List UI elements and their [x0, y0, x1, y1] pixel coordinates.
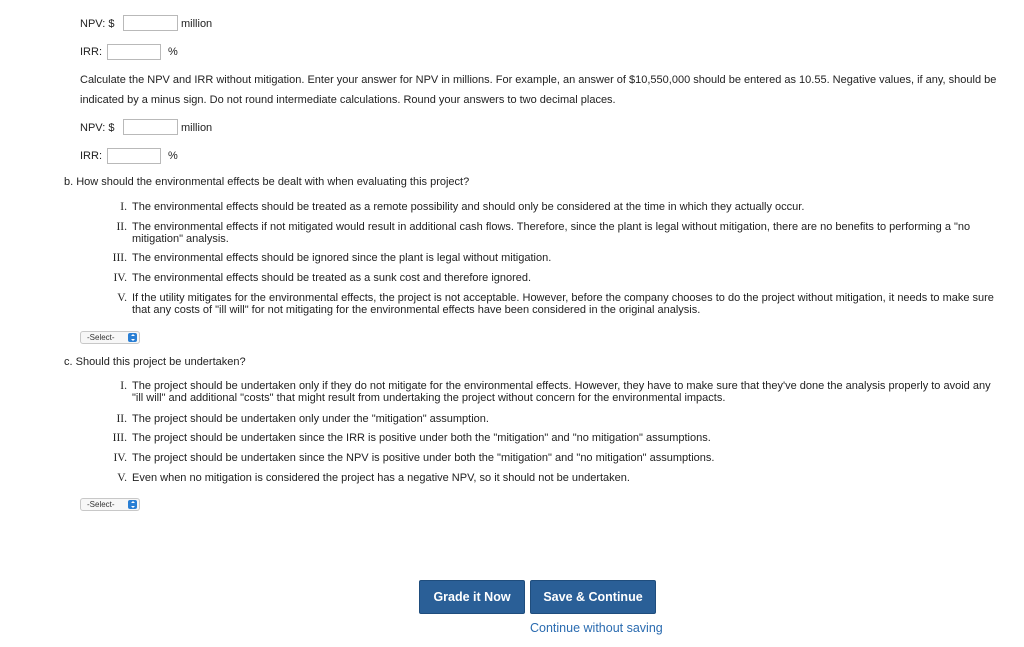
option-text: Even when no mitigation is considered the project has a negative NPV, so it should not be undertaken.: [132, 472, 630, 484]
option-numeral: V.: [117, 472, 127, 484]
option-numeral: III.: [112, 432, 127, 444]
option-numeral: V.: [117, 292, 127, 304]
part-b-option: [105, 292, 995, 316]
part-b-option: [105, 201, 995, 213]
option-text: The project should be undertaken since the IRR is positive under both the "mitigation" and "no mitigation" assumptions.: [132, 432, 711, 444]
irr-unit-no-mitigation: %: [168, 150, 178, 162]
part-b-option: [105, 221, 995, 245]
part-c-option: [105, 380, 995, 404]
part-b-select[interactable]: [80, 331, 140, 344]
option-text: The project should be undertaken only under the "mitigation" assumption.: [132, 413, 489, 425]
npv-unit-mitigation: million: [181, 18, 213, 30]
part-c-select[interactable]: [80, 498, 140, 511]
option-numeral: I.: [120, 380, 127, 392]
option-text: If the utility mitigates for the environmental effects, the project is not acceptable. However, before the company chooses to do the project without mitigation, it needs to make sure that any costs of "ill will" for not mitigating for the environmental effects have been considered in the original analysis.: [132, 292, 994, 316]
irr-label-mitigation: IRR:: [80, 46, 102, 58]
option-numeral: IV.: [113, 272, 127, 284]
chevron-updown-icon: [128, 333, 137, 342]
option-numeral: I.: [120, 201, 127, 213]
chevron-updown-icon: [128, 500, 137, 509]
option-numeral: III.: [112, 252, 127, 264]
npv-label-mitigation: NPV: $: [80, 18, 115, 30]
irr-input-no-mitigation[interactable]: [107, 148, 161, 164]
option-text: The project should be undertaken only if they do not mitigate for the environmental effects. However, they have to make sure that they've done the analysis properly to avoid any "ill will" and additional "costs" that might result from undertaking the project without concern for the environmental impacts.: [132, 380, 991, 404]
continue-without-saving-link[interactable]: Continue without saving: [530, 621, 663, 635]
part-c-option: [105, 472, 995, 484]
npv-label-no-mitigation: NPV: $: [80, 122, 115, 134]
option-numeral: II.: [116, 221, 127, 233]
without-mitigation-instructions: Calculate the NPV and IRR without mitigation. Enter your answer for NPV in millions. For example, an answer of $10,550,000 should be entered as 10.55. Negative values, if any, should be indicated by a minus sign. Do not round intermediate calculations. Round your answers to two decimal places.: [80, 74, 997, 106]
part-c-question: c. Should this project be undertaken?: [64, 356, 246, 368]
part-b-select-value: -Select-: [87, 333, 115, 342]
option-text: The project should be undertaken since the NPV is positive under both the "mitigation" and "no mitigation" assumptions.: [132, 452, 715, 464]
irr-label-no-mitigation: IRR:: [80, 150, 102, 162]
option-numeral: IV.: [113, 452, 127, 464]
grade-it-now-button[interactable]: Grade it Now: [419, 580, 525, 614]
option-text: The environmental effects should be treated as a remote possibility and should only be considered at the time in which they actually occur.: [132, 201, 805, 213]
npv-input-no-mitigation[interactable]: [123, 119, 178, 135]
option-numeral: II.: [116, 413, 127, 425]
part-c-option: [105, 452, 995, 464]
part-b-option: [105, 252, 995, 264]
part-c-option: [105, 413, 995, 425]
npv-input-mitigation[interactable]: [123, 15, 178, 31]
part-c-select-value: -Select-: [87, 500, 115, 509]
part-b-question: b. How should the environmental effects be dealt with when evaluating this project?: [64, 176, 470, 188]
option-text: The environmental effects should be treated as a sunk cost and therefore ignored.: [132, 272, 532, 284]
option-text: The environmental effects if not mitigated would result in additional cash flows. Therefore, since the plant is legal without mitigation, there are no benefits to performing a "no mitigation" analysis.: [132, 221, 971, 245]
option-text: The environmental effects should be ignored since the plant is legal without mitigation.: [132, 252, 552, 264]
npv-unit-no-mitigation: million: [181, 122, 213, 134]
part-c-option: [105, 432, 995, 444]
save-and-continue-button[interactable]: Save & Continue: [530, 580, 656, 614]
irr-input-mitigation[interactable]: [107, 44, 161, 60]
part-b-option: [105, 272, 995, 284]
irr-unit-mitigation: %: [168, 46, 178, 58]
